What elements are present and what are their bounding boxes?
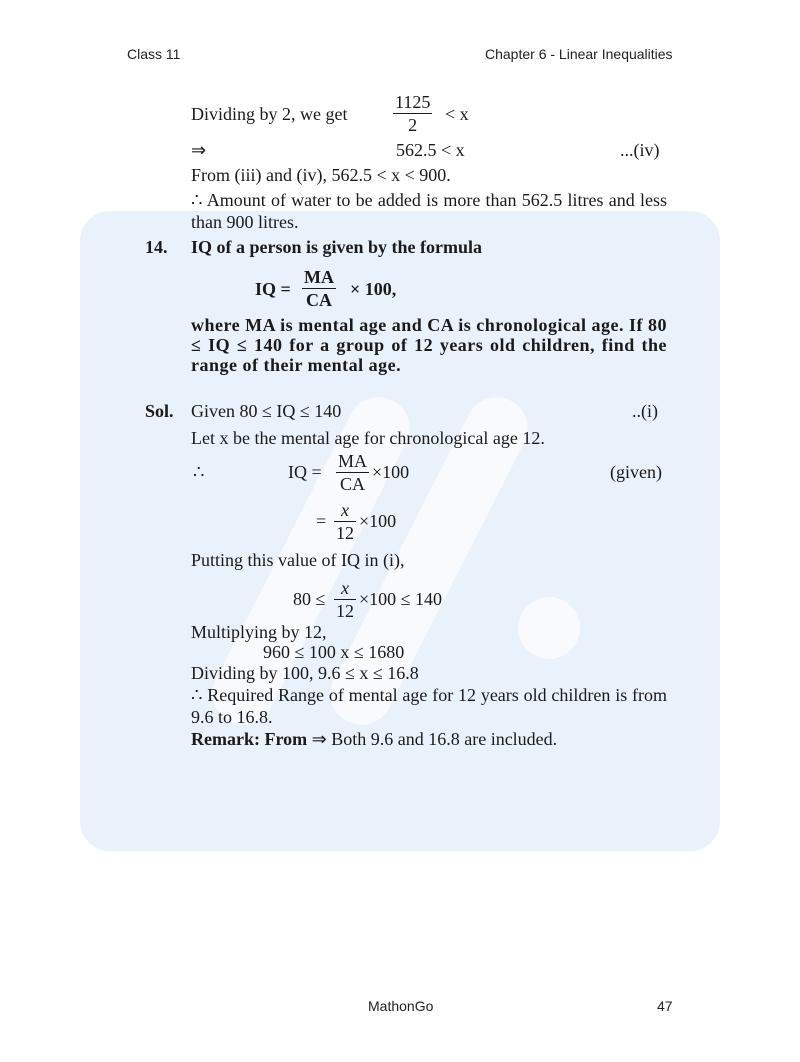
iq-formula-fraction: [302, 266, 336, 311]
therefore-symbol: ∴: [193, 462, 205, 482]
question-line1: IQ of a person is given by the formula: [191, 237, 483, 257]
implies-arrow: ⇒: [191, 140, 207, 160]
page-number: 47: [657, 998, 673, 1014]
fraction-numerator: 1125: [395, 92, 431, 112]
fraction-numerator: MA: [304, 267, 334, 287]
inequality-562: 562.5 < x: [396, 140, 465, 160]
water-conclusion: ∴ Amount of water to be added is more than 562.5 litres and less than 900 litres.: [191, 190, 667, 232]
fraction-denominator: 2: [393, 113, 432, 136]
given-tag: (given): [610, 462, 662, 482]
remark-line: [191, 728, 557, 750]
multiplied-inequality: 960 ≤ 100 x ≤ 1680: [263, 642, 405, 662]
putting-text: Putting this value of IQ in (i),: [191, 550, 405, 570]
header-chapter: Chapter 6 - Linear Inequalities: [485, 46, 673, 62]
footer-brand: MathonGo: [368, 998, 434, 1014]
remark-label: Remark: From: [191, 729, 308, 749]
iq-formula-rhs: × 100,: [350, 279, 397, 299]
dividing-result: Dividing by 100, 9.6 ≤ x ≤ 16.8: [191, 663, 419, 683]
solution-given: Given 80 ≤ IQ ≤ 140: [191, 401, 342, 421]
inequality-rhs: ×100 ≤ 140: [359, 589, 443, 609]
times-100: ×100: [372, 462, 410, 482]
from-iii-iv: From (iii) and (iv), 562.5 < x < 900.: [191, 165, 451, 185]
inequality-lhs: 80 ≤: [293, 589, 326, 609]
fraction-numerator: MA: [338, 451, 368, 471]
fraction-denominator: CA: [336, 472, 369, 495]
let-x-text: Let x be the mental age for chronological age 12.: [191, 428, 545, 448]
ma-over-ca-fraction: [336, 450, 369, 495]
iq-equals: IQ =: [288, 462, 322, 482]
dividing-text: Dividing by 2, we get: [191, 104, 348, 124]
times-100-2: ×100: [359, 511, 397, 531]
less-than-x: < x: [445, 104, 469, 124]
fraction-numerator: x: [341, 578, 349, 598]
question-body: where MA is mental age and CA is chronological age. If 80 ≤ IQ ≤ 140 for a group of 12 years old children, find the range of their mental age.: [191, 315, 667, 375]
question-number: 14.: [145, 237, 168, 257]
x-over-12-fraction-2: [334, 577, 356, 622]
header-class: Class 11: [127, 46, 181, 62]
equals-sign: =: [316, 511, 327, 531]
watermark-logo: [80, 211, 720, 851]
fraction-numerator: x: [341, 500, 349, 520]
remark-text: ⇒ Both 9.6 and 16.8 are included.: [311, 729, 558, 749]
x-over-12-fraction: [334, 499, 356, 544]
equation-tag-iv: ...(iv): [620, 140, 660, 160]
fraction-1125-over-2: [393, 91, 432, 136]
fraction-denominator: CA: [302, 288, 336, 311]
iq-formula-lhs: IQ =: [255, 279, 291, 299]
solution-label: Sol.: [145, 401, 174, 421]
multiplying-text: Multiplying by 12,: [191, 622, 327, 642]
range-conclusion: ∴ Required Range of mental age for 12 years old children is from 9.6 to 16.8.: [191, 685, 667, 727]
fraction-denominator: 12: [336, 523, 354, 543]
equation-tag-i: ..(i): [632, 401, 658, 421]
fraction-denominator: 12: [336, 601, 354, 621]
